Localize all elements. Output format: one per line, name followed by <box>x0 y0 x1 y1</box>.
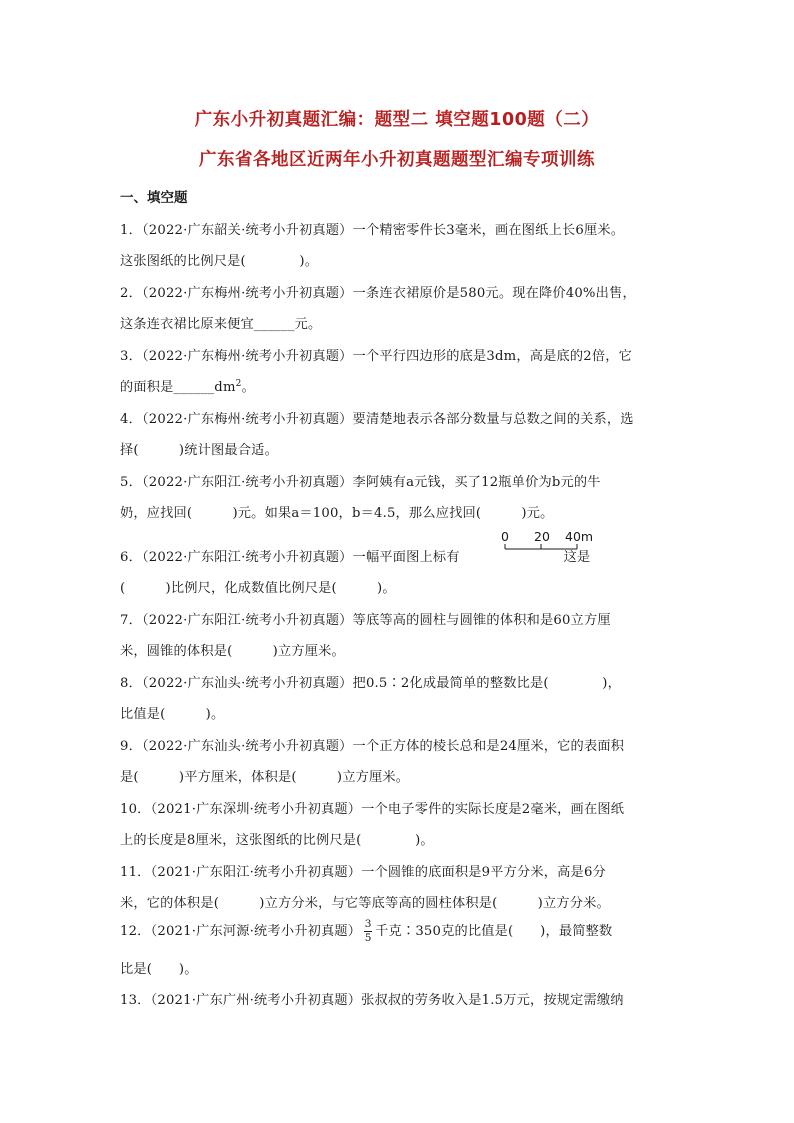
question-6-text-end: 这是 <box>563 550 591 565</box>
question-10-line-1: 10．（2021·广东深圳·统考小升初真题）一个电子零件的实际长度是2毫米，画在图纸 <box>120 802 625 817</box>
question-13-line-1: 13．（2021·广东广州·统考小升初真题）张叔叔的劳务收入是1.5万元，按规定需缴纳 <box>120 993 624 1008</box>
scale-label-0: 0 <box>501 529 509 544</box>
question-3-superscript: 2 <box>235 379 242 389</box>
question-2-line-2: 这条连衣裙比原来便宜______元。 <box>120 317 322 332</box>
question-8-line-1: 8．（2022·广东汕头·统考小升初真题）把0.5∶2化成最简单的整数比是( )， <box>120 676 621 691</box>
document-subtitle: 广东省各地区近两年小升初真题题型汇编专项训练 <box>199 150 595 170</box>
section-heading: 一、填空题 <box>120 190 188 206</box>
linear-scale-bar <box>497 531 593 555</box>
question-5-line-2: 奶，应找回( )元。如果a＝100，b＝4.5，那么应找回( )元。 <box>120 506 554 521</box>
question-4-line-2: 择( )统计图最合适。 <box>120 443 278 458</box>
question-6-line-1 <box>120 546 680 565</box>
question-1-line-1: 1．（2022·广东韶关·统考小升初真题）一个精密零件长3毫米，画在图纸上长6厘米。 <box>120 223 625 238</box>
question-3-line-1: 3．（2022·广东梅州·统考小升初真题）一个平行四边形的底是3dm，高是底的2倍，它 <box>120 349 633 364</box>
document-title: 广东小升初真题汇编：题型二 填空题100题（二） <box>194 110 600 130</box>
question-9-line-2: 是( )平方厘米，体积是( )立方厘米。 <box>120 770 410 785</box>
question-7-line-1: 7．（2022·广东阳江·统考小升初真题）等底等高的圆柱与圆锥的体积和是60立方厘 <box>120 613 611 628</box>
fraction-numerator: 3 <box>364 918 372 930</box>
question-8-line-2: 比值是( )。 <box>120 707 225 722</box>
question-6-line-2: ( )比例尺，化成数值比例尺是( )。 <box>120 581 396 596</box>
fraction-three-fifths <box>364 919 372 944</box>
scale-label-40m: 40m <box>565 529 594 544</box>
question-12-line-1 <box>120 919 680 944</box>
question-12-line-2: 比是( )。 <box>120 962 198 977</box>
question-12-text: 12．（2021·广东河源·统考小升初真题） <box>120 924 362 939</box>
question-3-line-2 <box>120 376 680 395</box>
question-10-line-2: 上的长度是8厘米，这张图纸的比例尺是( )。 <box>120 833 434 848</box>
question-11-line-2: 米，它的体积是( )立方分米，与它等底等高的圆柱体积是( )立方分米。 <box>120 896 610 911</box>
fraction-denominator: 5 <box>364 932 372 944</box>
question-4-line-1: 4．（2022·广东梅州·统考小升初真题）要清楚地表示各部分数量与总数之间的关系，选 <box>120 412 634 427</box>
question-6-text: 6．（2022·广东阳江·统考小升初真题）一幅平面图上标有 <box>120 550 460 565</box>
question-7-line-2: 米，圆锥的体积是( )立方厘米。 <box>120 644 345 659</box>
question-3-text: 的面积是______dm <box>120 380 236 395</box>
scale-label-20: 20 <box>534 529 550 544</box>
question-3-end: 。 <box>241 380 255 395</box>
question-11-line-1: 11．（2021·广东阳江·统考小升初真题）一个圆锥的底面积是9平方分米，高是6分 <box>120 865 606 880</box>
question-1-line-2: 这张图纸的比例尺是( )。 <box>120 254 319 269</box>
question-12-text-end: 千克∶350克的比值是( )，最简整数 <box>375 924 613 939</box>
question-2-line-1: 2．（2022·广东梅州·统考小升初真题）一条连衣裙原价是580元。现在降价40%出售， <box>120 286 636 301</box>
question-9-line-1: 9．（2022·广东汕头·统考小升初真题）一个正方体的棱长总和是24厘米，它的表面积 <box>120 739 625 754</box>
question-5-line-1: 5．（2022·广东阳江·统考小升初真题）李阿姨有a元钱，买了12瓶单价为b元的牛 <box>120 475 601 490</box>
